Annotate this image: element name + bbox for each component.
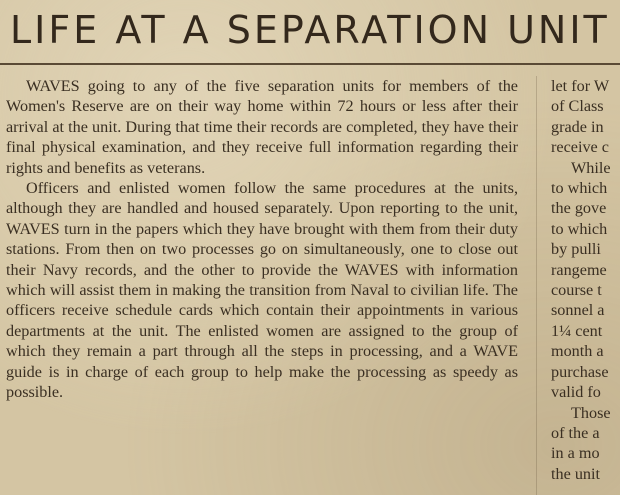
right-column-line: course t [551,281,602,300]
right-column-line: While [571,158,611,177]
right-column-line: the unit [551,464,601,483]
right-column-line: grade in [551,117,604,136]
right-column-line: month a [551,342,604,361]
right-column-line: valid fo [551,383,601,402]
right-text-column [551,76,620,495]
article-headline: LIFE AT A SEPARATION UNIT [10,8,610,52]
right-column-line: the gove [551,199,607,218]
right-column-line: to which [551,219,608,238]
column-gutter [536,76,537,495]
right-column-line: to which [551,179,608,198]
paragraph-procedures: Officers and enlisted women follow the same procedures at the units, although they are handled and housed separately. Upon reporting to the unit, WAVES turn in the papers which they have brought with them from their duty stations. From then on two processes go on simultaneously, one to close out their Navy records, and the other to provide the WAVES with information which will assist them in making the transition from Naval to civilian life. The officers receive schedule cards which contain their appointments in various departments at the unit. The enlisted women are assigned to the group of which they remain a part through all the steps in processing, and a WAVE guide is in charge of each group to help make the processing as speedy as possible. [6,179,518,402]
right-column-line: in a mo [551,444,600,463]
main-text-column [6,76,518,495]
headline-rule [0,63,620,65]
right-column-line: receive c [551,138,609,157]
right-column-line: sonnel a [551,301,605,320]
right-column-line: rangeme [551,260,607,279]
paragraph-intro: WAVES going to any of the five separation units for members of the Women's Reserve are on their way home within 72 hours or less after their arrival at the unit. During that time their records are completed, they have their final physical examination, and they receive full information regarding their rights and benefits as veterans. [6,77,518,177]
right-column-line: by pulli [551,240,601,259]
right-column-line: of Class [551,97,604,116]
right-column-line: of the a [551,423,600,442]
right-column-line: let for W [551,77,610,95]
right-column-line: purchase [551,362,609,381]
right-column-line: Those [571,403,611,422]
right-column-line: 1¼ cent [551,321,603,340]
